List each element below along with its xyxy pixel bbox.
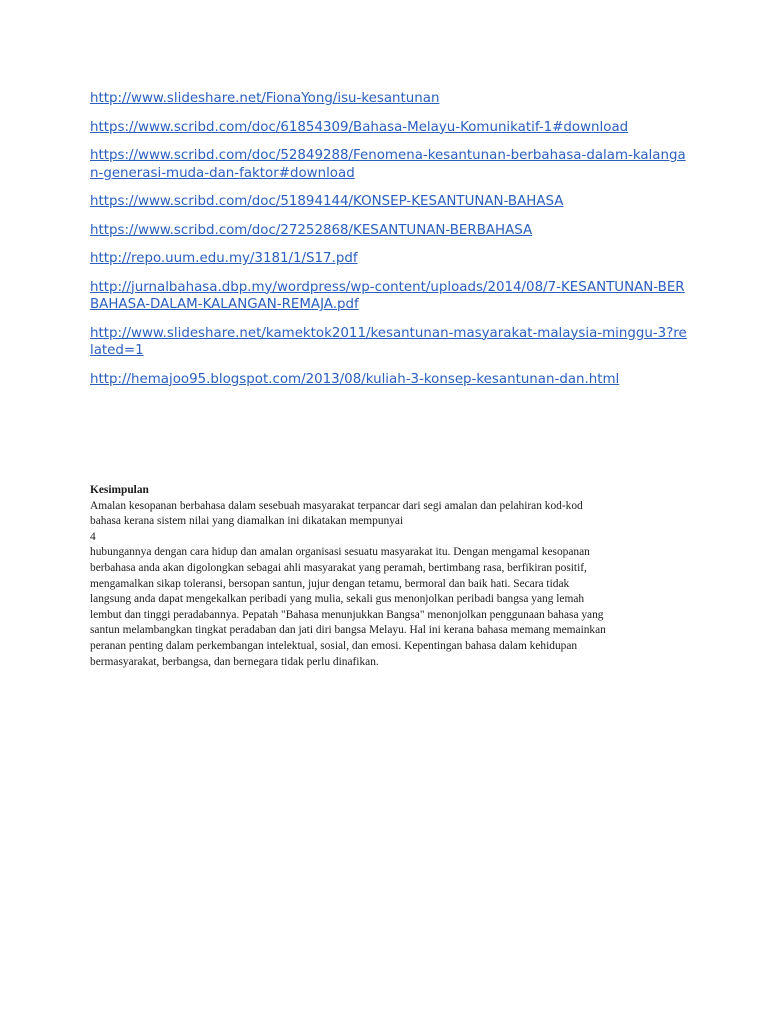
reference-item: [90, 119, 690, 137]
reference-link[interactable]: https://www.scribd.com/doc/61854309/Bahasa-Melayu-Komunikatif-1#download: [90, 119, 629, 135]
reference-link[interactable]: https://www.scribd.com/doc/27252868/KESANTUNAN-BERBAHASA: [90, 222, 533, 238]
reference-item: [90, 250, 690, 268]
conclusion-section: [90, 483, 610, 670]
reference-link[interactable]: http://repo.uum.edu.my/3181/1/S17.pdf: [90, 251, 358, 266]
conclusion-paragraph-2: hubungannya dengan cara hidup dan amalan organisasi sesuatu masyarakat itu. Dengan mengamal kesopanan berbahasa anda akan digolongkan sebagai ahli masyarakat yang peramah, bertimbang rasa, berfikiran positif, mengamalkan sikap toleransi, bersopan santun, jujur dengan tetamu, bermoral dan baik hati. Secara tidak langsung anda dapat mengekalkan peribadi yang mulia, sekali gus menonjolkan peribadi bangsa yang lemah lembut dan tinggi peradabannya. Pepatah "Bahasa menunjukkan Bangsa" menonjolkan penggunaan bahasa yang santun melambangkan tingkat peradaban dan jati diri bangsa Melayu. Hal ini kerana bahasa memang memainkan peranan penting dalam perkembangan intelektual, sosial, dan emosi. Kepentingan bahasa dalam kehidupan bermasyarakat, berbangsa, dan bernegara tidak perlu dinafikan.: [90, 546, 606, 668]
reference-link[interactable]: https://www.scribd.com/doc/51894144/KONSEP-KESANTUNAN-BAHASA: [90, 194, 564, 209]
page-number: 4: [90, 530, 96, 543]
reference-link-list: [90, 90, 690, 399]
reference-item: [90, 325, 690, 360]
reference-item: [90, 193, 690, 211]
reference-item: [90, 222, 690, 240]
reference-item: [90, 279, 690, 314]
conclusion-paragraph-1: Amalan kesopanan berbahasa dalam sesebuah masyarakat terpancar dari segi amalan dan pelahiran kod-kod bahasa kerana sistem nilai yang diamalkan ini dikatakan mempunyai: [90, 499, 583, 528]
reference-link[interactable]: http://www.slideshare.net/kamektok2011/kesantunan-masyarakat-malaysia-minggu-3?related=1: [90, 325, 687, 358]
reference-link[interactable]: https://www.scribd.com/doc/52849288/Fenomena-kesantunan-berbahasa-dalam-kalangan-generasi-muda-dan-faktor#download: [90, 148, 686, 181]
reference-item: [90, 90, 690, 108]
reference-link[interactable]: http://hemajoo95.blogspot.com/2013/08/kuliah-3-konsep-kesantunan-dan.html: [90, 371, 620, 387]
conclusion-heading: Kesimpulan: [90, 484, 149, 496]
reference-item: [90, 147, 690, 182]
reference-link[interactable]: http://jurnalbahasa.dbp.my/wordpress/wp-content/uploads/2014/08/7-KESANTUNAN-BERBAHASA-DALAM-KALANGAN-REMAJA.pdf: [90, 279, 685, 312]
reference-link[interactable]: http://www.slideshare.net/FionaYong/isu-kesantunan: [90, 91, 440, 106]
reference-item: [90, 371, 690, 389]
